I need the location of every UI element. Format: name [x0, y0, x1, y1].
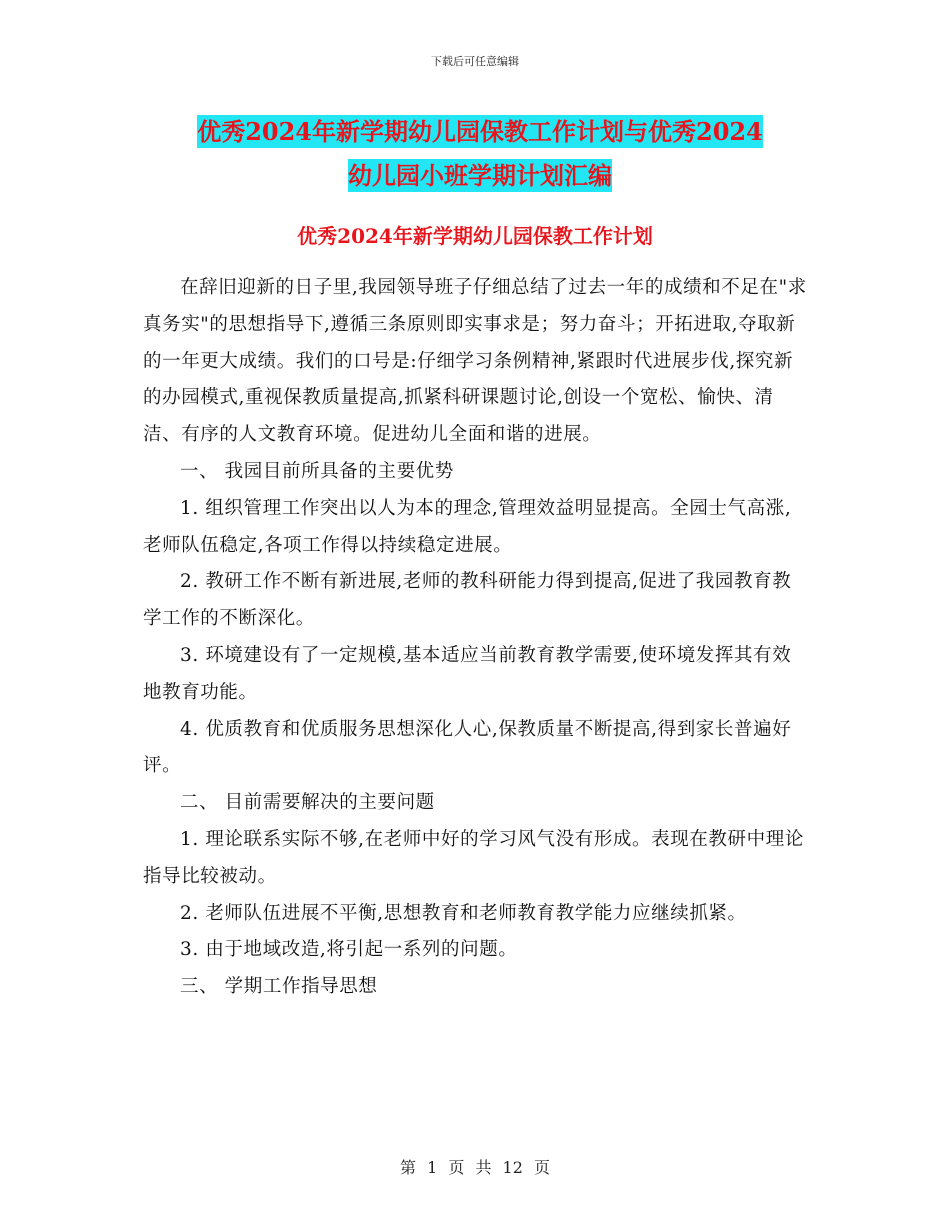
page-footer: 第 1 页 共 12 页 [400, 1158, 550, 1177]
section-title: 优秀2024年新学期幼儿园保教工作计划 [297, 224, 653, 248]
list-item: 4. 优质教育和优质服务思想深化人心,保教质量不断提高,得到家长普遍好评。 [143, 718, 792, 777]
document-title-line1: 优秀2024年新学期幼儿园保教工作计划与优秀2024 [197, 117, 763, 146]
document-title-line2: 幼儿园小班学期计划汇编 [348, 161, 612, 190]
heading-item: 一、 我园目前所具备的主要优势 [180, 460, 454, 482]
heading-item: 二、 目前需要解决的主要问题 [180, 792, 435, 814]
list-item: 3. 环境建设有了一定规模,基本适应当前教育教学需要,使环境发挥其有效地教育功能。 [143, 644, 792, 703]
list-item: 1. 理论联系实际不够,在老师中好的学习风气没有形成。表现在教研中理论指导比较被动。 [143, 828, 804, 887]
header-note: 下载后可任意编辑 [431, 55, 519, 68]
heading-item: 三、 学期工作指导思想 [180, 976, 378, 998]
document-title [140, 110, 820, 198]
body-text [143, 270, 808, 1006]
paragraph: 在辞旧迎新的日子里,我园领导班子仔细总结了过去一年的成绩和不足在"求真务实"的思想指导下,遵循三条原则即实事求是；努力奋斗；开拓进取,夺取新的一年更大成绩。我们的口号是:仔细学习条例精神,紧跟时代进展步伐,探究新的办园模式,重视保教质量提高,抓紧科研课题讨论,创设一个宽松、愉快、清洁、有序的人文教育环境。促进幼儿全面和谐的进展。 [143, 277, 807, 446]
list-item: 2. 教研工作不断有新进展,老师的教科研能力得到提高,促进了我园教育教学工作的不断深化。 [143, 571, 792, 630]
list-item: 3. 由于地域改造,将引起一系列的问题。 [180, 939, 518, 961]
list-item: 1. 组织管理工作突出以人为本的理念,管理效益明显提高。全园士气高涨,老师队伍稳定,各项工作得以持续稳定进展。 [143, 497, 792, 556]
list-item: 2. 老师队伍进展不平衡,思想教育和老师教育教学能力应继续抓紧。 [180, 902, 747, 924]
